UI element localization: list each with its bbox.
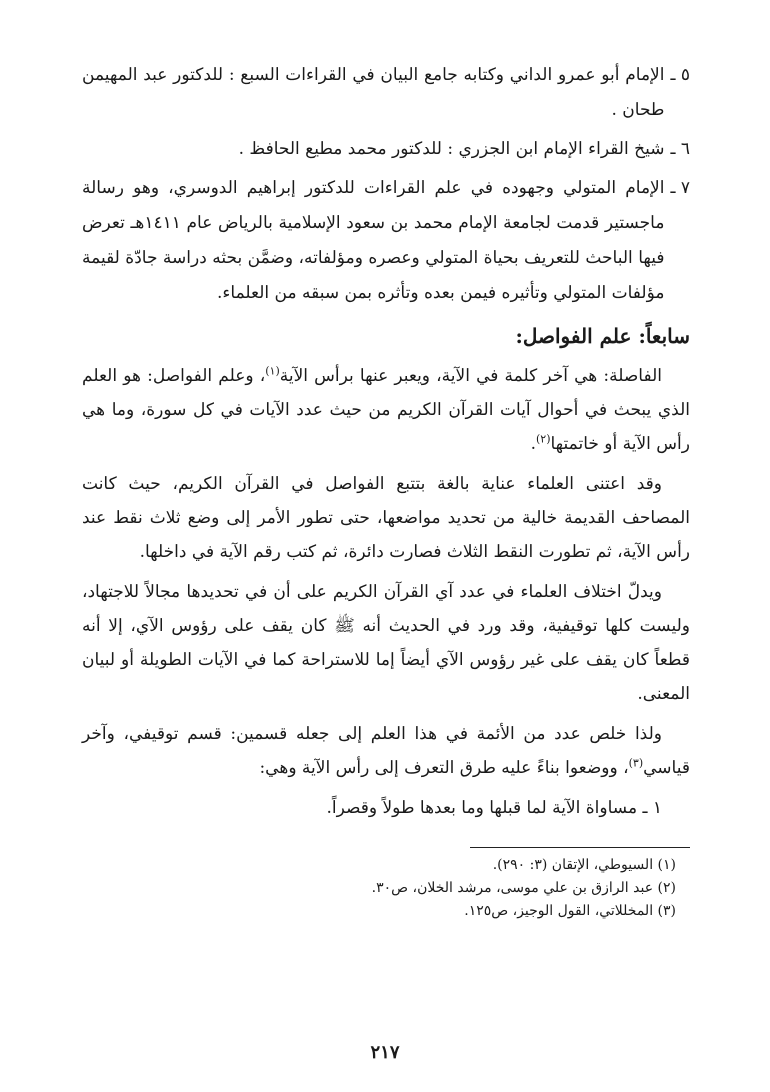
reference-item-5 (82, 58, 690, 128)
paragraph-division (82, 717, 690, 785)
reference-number: ٦ ـ (670, 139, 690, 159)
footnote-ref-3[interactable]: (٣) (628, 756, 644, 770)
reference-text: شيخ القراء الإمام ابن الجزري : للدكتور محمد مطيع الحافظ . (238, 139, 665, 159)
paragraph-text: . (530, 434, 536, 454)
paragraph-definition (82, 359, 690, 461)
reference-text: الإمام أبو عمرو الداني وكتابه جامع البيان في القراءات السبع : للدكتور عبد المهيمن طحان . (82, 65, 665, 120)
reference-item-7 (82, 171, 690, 311)
paragraph-ijtihad: ويدلّ اختلاف العلماء في عدد آي القرآن الكريم على أن في تحديدها مجالاً للاجتهاد، وليست كلها توقيفية، وقد ورد في الحديث أنه ﷺ كان يقف على رؤوس الآي، إلا أنه قطعاً كان يقف على غير رؤوس الآي أيضاً إما للاستراحة كما في الآيات الطويلة أو لبيان المعنى. (82, 582, 690, 704)
reference-number: ٧ ـ (670, 178, 690, 198)
paragraph-text: ، وعلم الفواصل: هو العلم الذي يبحث في أحوال آيات القرآن الكريم من حيث عدد الآيات في كل سورة، وما هي رأس الآية أو خاتمتها (82, 366, 690, 454)
footnote-3: (٣) المخللاتي، القول الوجيز، ص١٢٥. (464, 903, 676, 919)
footnote-ref-2[interactable]: (٢) (535, 432, 551, 446)
footnote-1: (١) السيوطي، الإتقان (٣: ٢٩٠). (492, 857, 676, 873)
reference-text: الإمام المتولي وجهوده في علم القراءات للدكتور إبراهيم الدوسري، وهو رسالة ماجستير قدمت لجامعة الإمام محمد بن سعود الإسلامية بالرياض عام ١٤١١هـ تعرض فيها الباحث للتعريف بحياة المتولي وعصره ومؤلفاته، وضمَّن بحثه دراسة جادّة لقيمة مؤلفات المتولي وتأثيره فيمن بعده وتأثره بمن سبقه من العلماء. (82, 178, 665, 303)
reference-number: ٥ ـ (670, 65, 690, 85)
paragraph-history: وقد اعتنى العلماء عناية بالغة بتتبع الفواصل في القرآن الكريم، حيث كانت المصاحف القديمة خالية من تحديد مواضعها، حتى تطور الأمر إلى وضع ثلاث نقط عند رأس الآية، ثم تطورت النقط الثلاث فصارت دائرة، ثم كتب رقم الآية في داخلها. (82, 474, 690, 562)
footnote-divider (470, 847, 690, 848)
footnote-ref-1[interactable]: (١) (265, 364, 280, 378)
page-number: ٢١٧ (370, 1042, 400, 1063)
footnote-2: (٢) عبد الرازق بن علي موسى، مرشد الخلان، ص٣٠. (371, 880, 676, 896)
paragraph-text: الفاصلة: هي آخر كلمة في الآية، ويعبر عنها برأس الآية (279, 366, 662, 386)
paragraph-text: ولذا خلص عدد من الأئمة في هذا العلم إلى جعله قسمين: قسم توقيفي، وآخر قياسي (82, 724, 690, 778)
method-list-item-1: ١ ـ مساواة الآية لما قبلها وما بعدها طولاً وقصراً. (326, 798, 662, 818)
paragraph-text: ، ووضعوا بناءً عليه طرق التعرف إلى رأس الآية وهي: (259, 758, 629, 778)
section-heading: سابعاً: علم الفواصل: (515, 324, 690, 348)
reference-item-6 (82, 132, 690, 167)
